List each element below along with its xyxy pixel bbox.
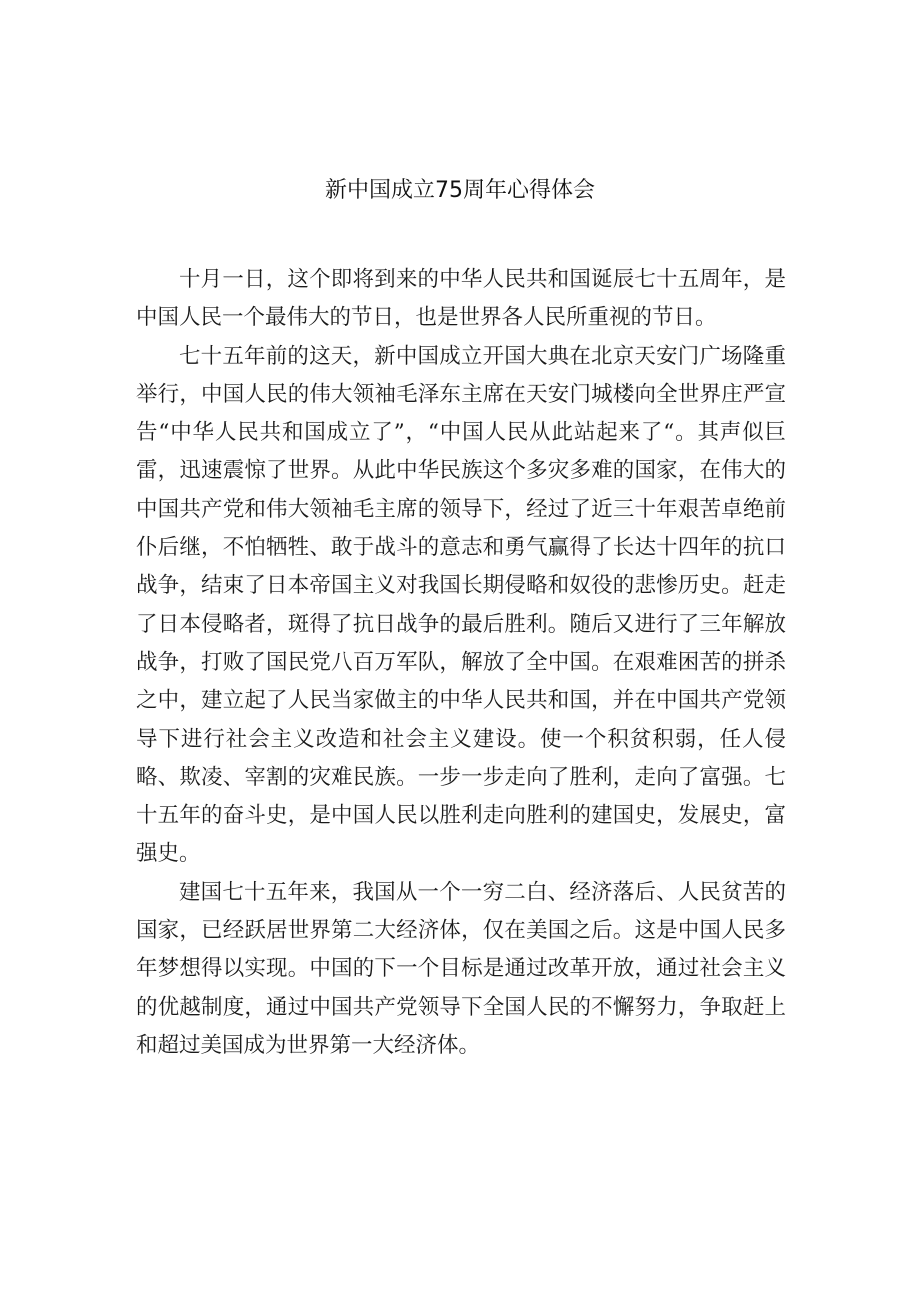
document-body: [136, 261, 786, 1065]
paragraph-history: 七十五年前的这天，新中国成立开国大典在北京天安门广场隆重举行，中国人民的伟大领袖毛泽东主席在天安门城楼向全世界庄严宣告“中华人民共和国成立了”，“中国人民从此站起来了“。其声似巨雷，迅速震惊了世界。从此中华民族这个多灾多难的国家，在伟大的中国共产党和伟大领袖毛主席的领导下，经过了近三十年艰苦卓绝前仆后继，不怕牺牲、敢于战斗的意志和勇气赢得了长达十四年的抗口战争，结束了日本帝国主义对我国长期侵略和奴役的悲惨历史。赶走了日本侵略者，斑得了抗日战争的最后胜利。随后又进行了三年解放战争，打败了国民党八百万军队，解放了全中国。在艰难困苦的拼杀之中，建立起了人民当家做主的中华人民共和国，并在中国共产党领导下进行社会主义改造和社会主义建设。使一个积贫积弱，任人侵略、欺凌、宰割的灾难民族。一步一步走向了胜利，走向了富强。七十五年的奋斗史，是中国人民以胜利走向胜利的建国史，发展史，富强史。: [136, 343, 786, 867]
paragraph-development: 建国七十五年来，我国从一个一穷二白、经济落后、人民贫苦的国家，已经跃居世界第二大经济体，仅在美国之后。这是中国人民多年梦想得以实现。中国的下一个目标是通过改革开放，通过社会主义的优越制度，通过中国共产党领导下全国人民的不懈努力，争取赶上和超过美国成为世界第一大经济体。: [136, 879, 786, 1058]
document-title: 新中国成立75周年心得体会: [325, 178, 595, 203]
paragraph-intro: 十月一日，这个即将到来的中华人民共和国诞辰七十五周年，是中国人民一个最伟大的节日，也是世界各人民所重视的节日。: [136, 267, 786, 331]
